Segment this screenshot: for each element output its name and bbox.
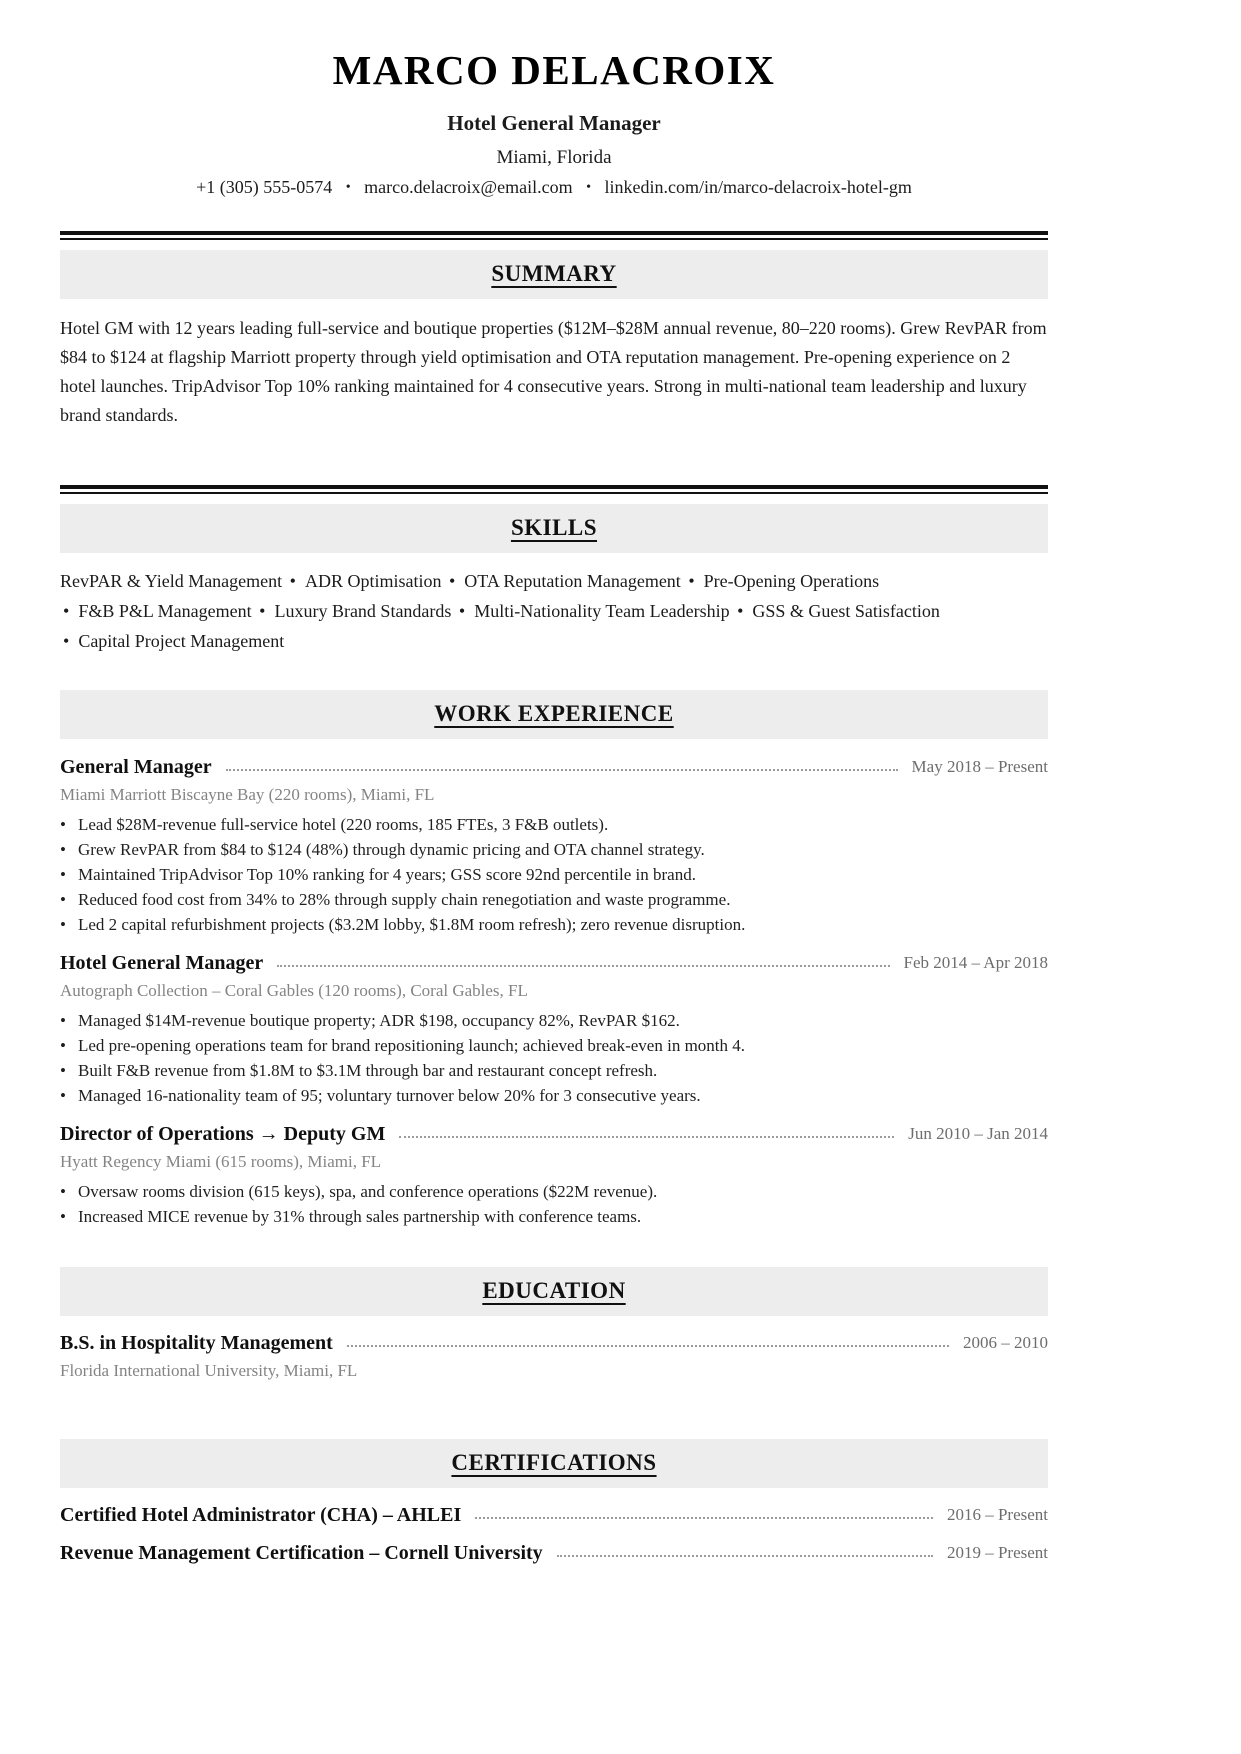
bullet-item (60, 1204, 1048, 1229)
summary-section (60, 231, 1048, 430)
bullet-marker: • (60, 914, 66, 934)
skill-item (256, 601, 451, 621)
skill-label: OTA Reputation Management (464, 570, 681, 591)
job-dates: Feb 2014 – Apr 2018 (903, 953, 1048, 973)
bullet-item (60, 1058, 1048, 1083)
skills-section (60, 485, 1048, 656)
job-title: Director of Operations → Deputy GM (60, 1122, 386, 1145)
education-section (60, 1267, 1048, 1383)
education-heading: EDUCATION (482, 1277, 626, 1303)
candidate-name: MARCO DELACROIX (332, 47, 776, 93)
education-entry (60, 1331, 1048, 1383)
job-company: Hyatt Regency Miami (615 rooms), Miami, FL (60, 1151, 382, 1171)
job-entry (60, 951, 1048, 1108)
skill-label: Pre-Opening Operations (703, 570, 880, 591)
job-title-row (60, 755, 1048, 780)
bullet-item (60, 1083, 1048, 1108)
bullet-text: Reduced food cost from 34% to 28% through supply chain renegotiation and waste programme. (78, 889, 731, 909)
job-dates: Jun 2010 – Jan 2014 (908, 1124, 1048, 1144)
bullet-text: Led pre-opening operations team for brand repositioning launch; achieved break-even in month 4. (78, 1035, 746, 1055)
contact-separator: • (345, 179, 351, 195)
skill-item (734, 601, 940, 621)
bullet-marker: • (60, 1035, 66, 1055)
bullet-marker: • (60, 1085, 66, 1105)
job-bullets (60, 1008, 1048, 1108)
skill-separator: • (63, 600, 70, 621)
bullet-marker: • (60, 1206, 66, 1226)
skills-list (60, 566, 1048, 656)
bullet-text: Managed 16-nationality team of 95; voluntary turnover below 20% for 3 consecutive years. (78, 1085, 701, 1105)
job-company: Autograph Collection – Coral Gables (120 rooms), Coral Gables, FL (60, 980, 528, 1000)
bullet-item (60, 1033, 1048, 1058)
bullet-marker: • (60, 1181, 66, 1201)
skill-separator: • (448, 570, 456, 591)
work-experience-banner (60, 690, 1048, 739)
candidate-location: Miami, Florida (496, 146, 612, 168)
certification-name: Certified Hotel Administrator (CHA) – AHLEI (60, 1503, 462, 1526)
job-dates: May 2018 – Present (911, 757, 1048, 777)
skill-separator: • (289, 570, 296, 591)
bullet-marker: • (60, 814, 66, 834)
skill-item (60, 601, 252, 621)
school-name: Florida International University, Miami, FL (60, 1360, 358, 1380)
bullet-marker: • (60, 1060, 66, 1080)
job-entry (60, 755, 1048, 937)
skill-item (685, 571, 879, 591)
job-title: General Manager (60, 755, 212, 778)
job-title: Hotel General Manager (60, 951, 264, 974)
education-title-row (60, 1331, 1048, 1356)
dotted-leader (347, 1345, 949, 1347)
job-bullets (60, 1179, 1048, 1229)
certification-name: Revenue Management Certification – Cornell University (60, 1541, 543, 1564)
candidate-title: Hotel General Manager (447, 110, 661, 135)
skills-heading: SKILLS (510, 514, 598, 540)
bullet-item (60, 912, 1048, 937)
bullet-item (60, 887, 1048, 912)
bullet-text: Led 2 capital refurbishment projects ($3.2M lobby, $1.8M room refresh); zero revenue disruption. (78, 914, 746, 934)
bullet-item (60, 1008, 1048, 1033)
bullet-text: Managed $14M-revenue boutique property; ADR $198, occupancy 82%, RevPAR $162. (78, 1010, 680, 1030)
skill-separator: • (63, 630, 70, 651)
section-divider-rule (60, 231, 1048, 240)
skill-label: Luxury Brand Standards (274, 600, 452, 621)
certifications-heading: CERTIFICATIONS (451, 1449, 657, 1475)
skill-label: ADR Optimisation (304, 570, 442, 591)
dotted-leader (557, 1555, 933, 1557)
skill-label: GSS & Guest Satisfaction (752, 600, 940, 621)
skill-item (60, 571, 282, 591)
contact-separator: • (586, 179, 592, 195)
skill-label: F&B P&L Management (78, 600, 252, 621)
bullet-item (60, 837, 1048, 862)
bullet-text: Increased MICE revenue by 31% through sales partnership with conference teams. (78, 1206, 642, 1226)
education-banner (60, 1267, 1048, 1316)
job-title-row (60, 951, 1048, 976)
skill-label: RevPAR & Yield Management (60, 570, 283, 591)
bullet-text: Lead $28M-revenue full-service hotel (220 rooms, 185 FTEs, 3 F&B outlets). (78, 814, 609, 834)
skill-label: Multi-Nationality Team Leadership (474, 600, 730, 621)
certification-row (60, 1541, 1048, 1566)
bullet-text: Oversaw rooms division (615 keys), spa, and conference operations ($22M revenue). (78, 1181, 658, 1201)
resume-header (60, 48, 1048, 198)
certification-dates: 2019 – Present (946, 1543, 1048, 1563)
linkedin-text: linkedin.com/in/marco-delacroix-hotel-gm (604, 176, 912, 197)
bullet-marker: • (60, 1010, 66, 1030)
bullet-item (60, 862, 1048, 887)
contact-line (60, 177, 1048, 198)
skill-item (446, 571, 681, 591)
bullet-text: Grew RevPAR from $84 to $124 (48%) through dynamic pricing and OTA channel strategy. (78, 839, 705, 859)
bullet-marker: • (60, 889, 66, 909)
education-dates: 2006 – 2010 (963, 1333, 1048, 1353)
skill-item (287, 571, 442, 591)
certification-row (60, 1503, 1048, 1528)
job-bullets (60, 812, 1048, 937)
work-experience-section (60, 690, 1048, 1229)
dotted-leader (399, 1136, 894, 1138)
bullet-text: Maintained TripAdvisor Top 10% ranking for 4 years; GSS score 92nd percentile in brand. (78, 864, 696, 884)
dotted-leader (277, 965, 889, 967)
skill-separator: • (737, 600, 744, 621)
skill-separator: • (688, 570, 695, 591)
certifications-section (60, 1439, 1048, 1566)
certifications-banner (60, 1439, 1048, 1488)
job-company: Miami Marriott Biscayne Bay (220 rooms), Miami, FL (60, 784, 435, 804)
skill-item (60, 631, 284, 651)
certification-dates: 2016 – Present (946, 1505, 1048, 1525)
bullet-marker: • (60, 864, 66, 884)
dotted-leader (475, 1517, 933, 1519)
summary-text: Hotel GM with 12 years leading full-service and boutique properties ($12M–$28M annual revenue, 80–220 rooms). Grew RevPAR from $84 to $124 at flagship Marriott property through yield optimisation and OTA reputation management. Pre-opening experience on 2 hotel launches. TripAdvisor Top 10% ranking maintained for 4 consecutive years. Strong in multi-national team leadership and luxury brand standards. (60, 317, 1047, 425)
job-title-row (60, 1122, 1048, 1147)
skills-banner (60, 504, 1048, 553)
skill-separator: • (259, 600, 266, 621)
summary-heading: SUMMARY (491, 260, 617, 286)
skill-label: Capital Project Management (78, 630, 285, 651)
degree-title: B.S. in Hospitality Management (60, 1331, 333, 1354)
summary-banner (60, 250, 1048, 299)
work-experience-heading: WORK EXPERIENCE (434, 700, 674, 726)
bullet-marker: • (60, 839, 66, 859)
skill-item (456, 601, 730, 621)
email-text: marco.delacroix@email.com (364, 176, 573, 197)
phone-text: +1 (305) 555-0574 (196, 176, 333, 197)
skill-separator: • (458, 600, 466, 621)
bullet-item (60, 1179, 1048, 1204)
job-entry (60, 1122, 1048, 1229)
bullet-item (60, 812, 1048, 837)
bullet-text: Built F&B revenue from $1.8M to $3.1M through bar and restaurant concept refresh. (78, 1060, 658, 1080)
dotted-leader (226, 769, 898, 771)
section-divider-rule (60, 485, 1048, 494)
